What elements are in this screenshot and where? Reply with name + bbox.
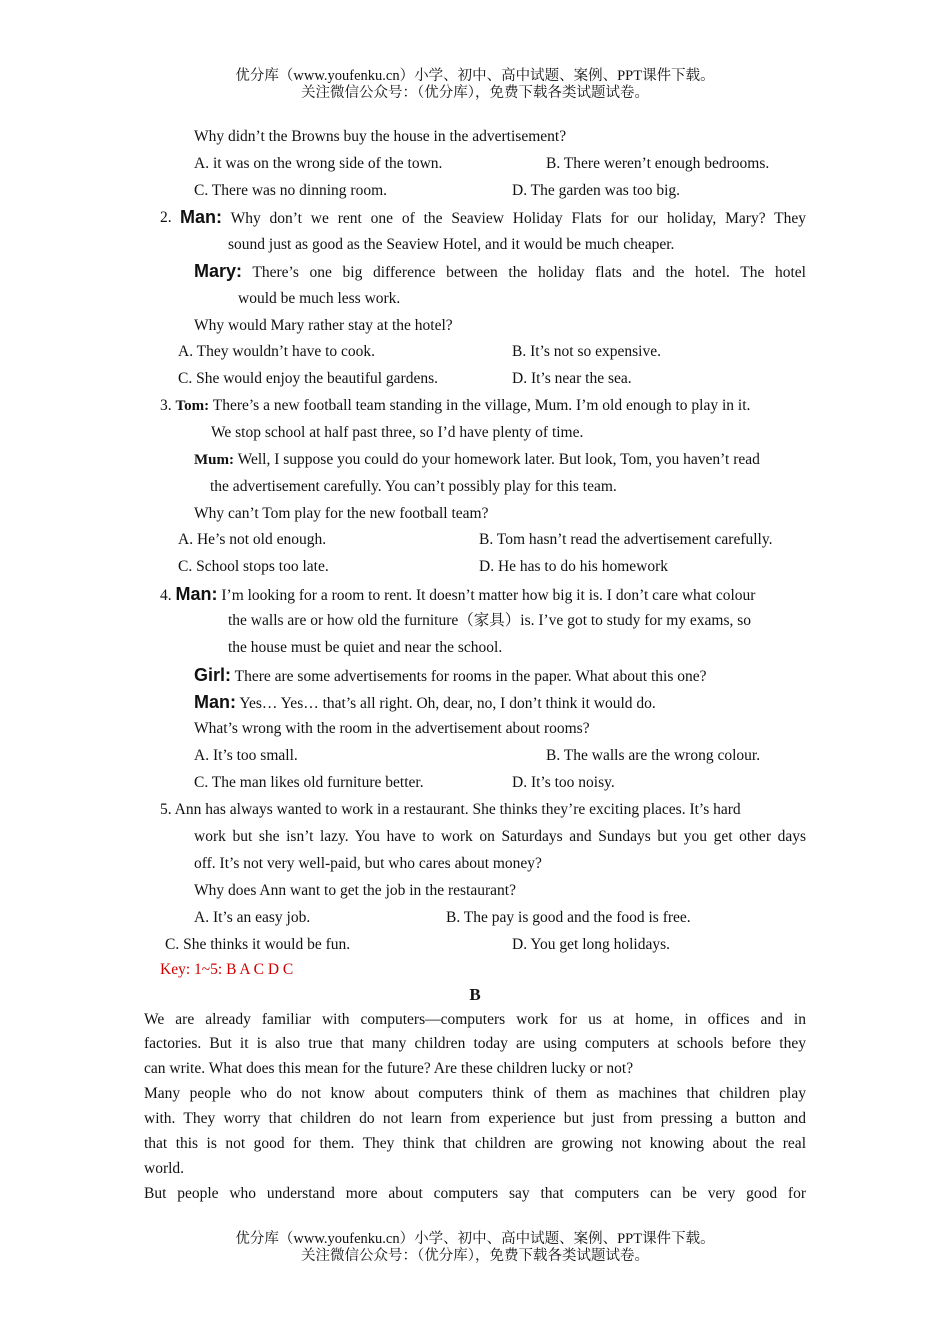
q2-option-c: C. She would enjoy the beautiful gardens. [178,370,439,387]
q5-line-3: off. It’s not very well-paid, but who cares about money? [194,855,542,872]
q2-option-b: B. It’s not so expensive. [512,343,661,360]
q4-speaker-girl: Girl: [194,665,232,685]
q2-line-3 [194,261,806,283]
q5-option-a: A. It’s an easy job. [194,909,311,926]
q3-line-1 [160,396,750,416]
q2-line-4: would be much less work. [238,290,401,307]
q5-line-2: work but she isn’t lazy. You have to work on Saturdays and Sundays but you get other days [194,828,806,845]
section-b-p2-l4: world. [144,1160,185,1177]
header-line-1: 优分库（www.youfenku.cn）小学、初中、高中试题、案例、PPT课件下载。 [235,68,715,84]
q2-text-3: There’s one big difference between the holiday flats and the hotel. The hotel [252,264,806,281]
section-b-p1-l2: factories. But it is also true that many children today are using computers at schools before they [144,1035,806,1052]
q4-text-5: Yes… Yes… that’s all right. Oh, dear, no, I don’t think it would do. [239,695,656,712]
q5-number: 5. [160,801,172,818]
q3-line-2: We stop school at half past three, so I’d have plenty of time. [211,424,584,441]
q4-line-4 [194,665,707,687]
q4-number: 4. [160,587,172,604]
q2-line-1 [180,207,806,229]
q2-option-a: A. They wouldn’t have to cook. [178,343,376,360]
q2-number: 2. [160,209,172,226]
header-line-2: 关注微信公众号：（优分库），免费下载各类试题试卷。 [301,85,649,101]
q3-number: 3. [160,397,172,414]
q4-option-d: D. It’s too noisy. [512,774,615,791]
q1-question: Why didn’t the Browns buy the house in the advertisement? [194,128,567,145]
q2-speaker-mary: Mary: [194,261,243,281]
q3-option-d: D. He has to do his homework [479,558,668,575]
q3-option-a: A. He’s not old enough. [178,531,327,548]
q2-option-d: D. It’s near the sea. [512,370,632,387]
q3-option-b: B. Tom hasn’t read the advertisement carefully. [479,531,773,548]
q4-option-a: A. It’s too small. [194,747,298,764]
q3-option-c: C. School stops too late. [178,558,329,575]
q2-question: Why would Mary rather stay at the hotel? [194,317,453,334]
q5-text-1: Ann has always wanted to work in a restaurant. She thinks they’re exciting places. It’s hard [174,801,741,818]
q3-speaker-tom: Tom: [175,398,210,414]
section-b-p1-l3: can write. What does this mean for the future? Are these children lucky or not? [144,1060,634,1077]
q5-option-d: D. You get long holidays. [512,936,671,953]
q1-option-d: D. The garden was too big. [512,182,681,199]
section-b-p1-l1: We are already familiar with computers—computers work for us at home, in offices and in [144,1011,806,1028]
q1-option-a: A. it was on the wrong side of the town. [194,155,443,172]
section-b-p2-l3: that this is not good for them. They think that children are growing not knowing about the real [144,1135,806,1152]
q5-question: Why does Ann want to get the job in the restaurant? [194,882,516,899]
section-b-title: B [469,985,481,1004]
q4-speaker-man-2: Man: [194,692,236,712]
footer-line-2: 关注微信公众号：（优分库），免费下载各类试题试卷。 [301,1248,649,1264]
section-b-p2-l1: Many people who do not know about computers think of them as machines that children play [144,1085,806,1102]
section-b-p2-l2: with. They worry that children do not learn from experience but just from pressing a button and [144,1110,806,1127]
q2-speaker-man: Man: [180,207,222,227]
footer-line-1: 优分库（www.youfenku.cn）小学、初中、高中试题、案例、PPT课件下载。 [235,1231,715,1247]
q1-option-b: B. There weren’t enough bedrooms. [546,155,770,172]
page-footer [0,1231,950,1265]
q4-line-5 [194,692,656,714]
q4-line-3: the house must be quiet and near the school. [228,639,503,656]
q2-line-2: sound just as good as the Seaview Hotel, and it would be much cheaper. [228,236,675,253]
section-b-p3-l1: But people who understand more about computers say that computers can be very good for [144,1185,806,1202]
q4-line-2: the walls are or how old the furniture（家具）is. I’ve got to study for my exams, so [228,612,752,629]
q4-text-1: I’m looking for a room to rent. It doesn’t matter how big it is. I don’t care what colour [221,587,756,604]
q3-line-3 [194,450,760,470]
q4-option-c: C. The man likes old furniture better. [194,774,424,791]
q5-option-b: B. The pay is good and the food is free. [446,909,691,926]
q5-option-c: C. She thinks it would be fun. [165,936,351,953]
q4-line-1 [160,584,755,606]
q3-text-3: Well, I suppose you could do your homework later. But look, Tom, you haven’t read [237,451,760,468]
q3-question: Why can’t Tom play for the new football team? [194,505,489,522]
q2-text-1: Why don’t we rent one of the Seaview Holiday Flats for our holiday, Mary? They [230,210,806,227]
answer-key: Key: 1~5: B A C D C [160,961,294,978]
page-header [0,68,950,102]
q4-speaker-man: Man: [175,584,218,604]
q3-text-1: There’s a new football team standing in the village, Mum. I’m old enough to play in it. [212,397,751,414]
q3-speaker-mum: Mum: [194,452,234,468]
q4-question: What’s wrong with the room in the advertisement about rooms? [194,720,590,737]
q1-option-c: C. There was no dinning room. [194,182,388,199]
q3-line-4: the advertisement carefully. You can’t possibly play for this team. [210,478,617,495]
q4-option-b: B. The walls are the wrong colour. [546,747,761,764]
q4-text-4: There are some advertisements for rooms in the paper. What about this one? [234,668,707,685]
q5-line-1 [160,800,741,820]
